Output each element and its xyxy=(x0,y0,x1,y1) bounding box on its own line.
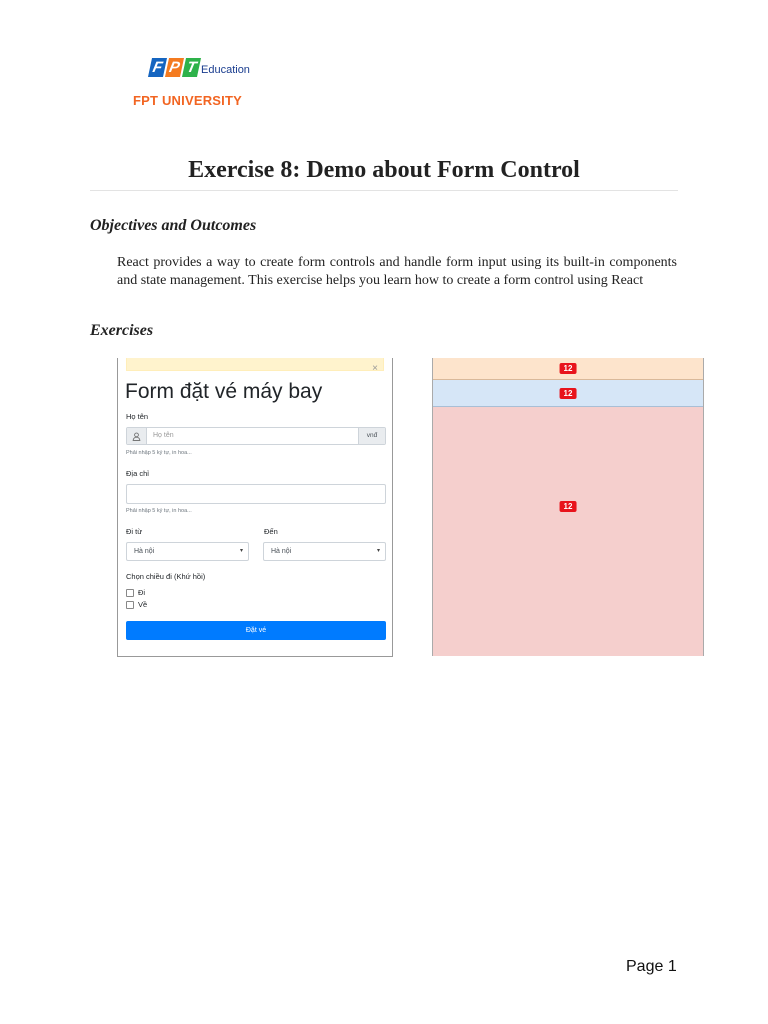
checkbox-go-label: Đi xyxy=(138,588,146,597)
col-badge: 12 xyxy=(560,363,577,374)
name-hint: Phải nhập 5 ký tự, in hoa... xyxy=(126,450,192,456)
logo-education-text: Education xyxy=(201,64,250,76)
to-select xyxy=(263,542,386,561)
address-input xyxy=(126,484,386,504)
checkbox-return xyxy=(126,600,147,609)
logo-letter-p: P xyxy=(165,58,184,77)
submit-button: Đặt vé xyxy=(126,621,386,640)
to-label: Đến xyxy=(264,527,278,536)
form-title: Form đặt vé máy bay xyxy=(125,380,323,403)
form-screenshot xyxy=(117,358,393,657)
trip-label: Chọn chiều đi (Khứ hồi) xyxy=(126,572,206,581)
fpt-logo xyxy=(133,55,273,115)
logo-letter-f: F xyxy=(148,58,167,77)
grid-row-2 xyxy=(433,380,703,407)
checkbox-return-label: Về xyxy=(138,600,148,609)
checkbox-go xyxy=(126,588,145,597)
to-select-value: Hà nội xyxy=(271,548,292,555)
page-title: Exercise 8: Demo about Form Control xyxy=(188,157,580,183)
address-hint: Phải nhập 5 ký tự, in hoa... xyxy=(126,508,192,514)
col-badge: 12 xyxy=(560,501,577,512)
close-icon: × xyxy=(372,363,378,374)
grid-row-1 xyxy=(433,358,703,380)
address-label: Địa chỉ xyxy=(126,469,149,478)
checkbox-icon xyxy=(126,589,134,597)
checkbox-icon xyxy=(126,601,134,609)
alert-banner xyxy=(126,358,384,371)
from-select-value: Hà nội xyxy=(134,548,155,555)
logo-letter-t: T xyxy=(182,58,201,77)
objectives-heading: Objectives and Outcomes xyxy=(90,217,257,234)
currency-addon: vnđ xyxy=(358,428,385,444)
chevron-down-icon: ▾ xyxy=(376,548,380,554)
fpt-letters xyxy=(150,58,199,77)
logo-university-text: FPT UNIVERSITY xyxy=(133,93,242,108)
user-icon xyxy=(127,428,147,444)
grid-screenshot xyxy=(432,358,704,656)
name-input-group xyxy=(126,427,386,445)
exercises-heading: Exercises xyxy=(90,322,154,339)
title-divider xyxy=(90,190,678,191)
col-badge: 12 xyxy=(560,388,577,399)
from-label: Đi từ xyxy=(126,527,143,536)
objectives-paragraph: React provides a way to create form controls and handle form input using its built-in components and state management. This exercise helps you learn how to create a form control using React xyxy=(117,255,677,288)
name-label: Họ tên xyxy=(126,412,149,421)
from-select xyxy=(126,542,249,561)
page-number: Page 1 xyxy=(626,958,677,975)
chevron-down-icon: ▾ xyxy=(239,548,243,554)
name-input: Họ tên xyxy=(153,432,174,439)
grid-row-3 xyxy=(433,407,703,656)
